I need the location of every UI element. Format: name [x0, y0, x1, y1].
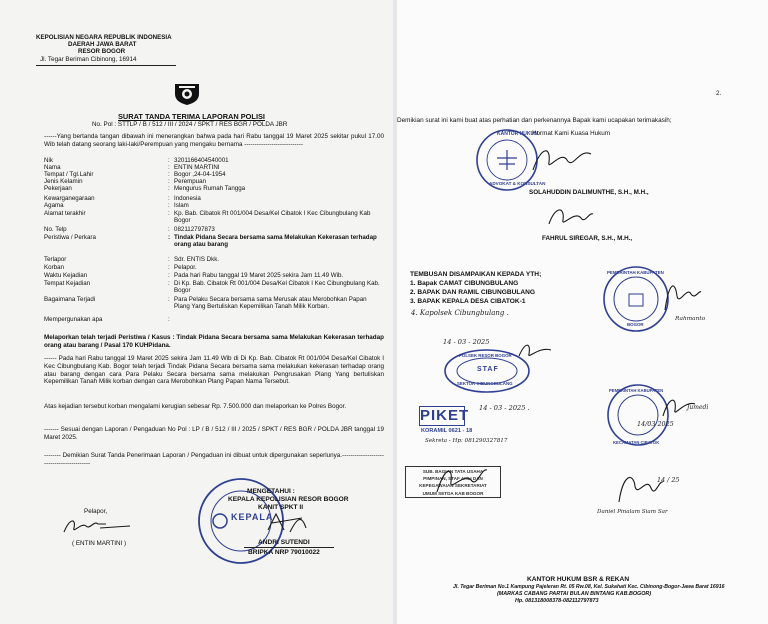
footer-address: Jl. Tegar Beriman No.1 Kampung Pajeleran Rt. 05 Rw.08, Kel. Sukahati Kec. Cibinong-Bogor-Jawa Barat 16916 — [453, 584, 725, 590]
hormat-label: Hormat Kami Kuasa Hukum — [532, 130, 611, 137]
kanit-name: ANDRI SUTENDI — [258, 539, 310, 546]
kecamatan-handwritten-date: 14/03 2025 — [637, 420, 674, 428]
kecamatan-stamp-bottom: KECAMATAN CIBATOK — [613, 440, 660, 445]
lawyer1-name: SOLAHUDDIN DALIMUNTHE, S.H., M.H., — [529, 189, 649, 196]
kecamatan-handwritten-name: Jumedi — [687, 404, 709, 411]
tembusan-item: 2. BAPAK DAN RAMIL CIBUNGBULANG — [410, 289, 536, 296]
pemkab-stamp-bottom: BOGOR — [627, 322, 644, 327]
kanit-title: KANIT SPKT II — [258, 504, 304, 511]
kapolres-title: KEPALA KEPOLISIAN RESOR BOGOR — [228, 496, 349, 503]
tembusan-handwritten: 4. Kapolsek Cibungbulang . — [411, 309, 509, 317]
box-line: KEPEGAWAIAN SEKRETARIAT — [419, 483, 487, 489]
staf-stamp-mid: STAF — [477, 366, 499, 373]
stamp-word: KEPALA — [231, 512, 274, 522]
police-emblem-icon — [172, 80, 202, 106]
report-ref-paragraph: ------- Sesuai dengan Laporan / Pengaduan No Pol : LP / B / 512 / III / 2025 / SPKT / RES BGR / POLDA JBR tanggal 19 Maret 2025. — [44, 426, 384, 441]
pelapor-signature-icon — [60, 514, 140, 538]
doc-number: No. Pol : STTLP / B / 512 / III / 2024 / SPKT / RES BGR / POLDA JBR — [92, 121, 288, 128]
pemkab-stamp-top: PEMERINTAH KABUPATEN — [607, 270, 664, 275]
lawyer2-name: FAHRUL SIREGAR, S.H., M.H., — [542, 235, 633, 242]
box-line: PIMPINAN, STAF AHLI DAN — [423, 476, 483, 482]
kop-line-1: KEPOLISIAN NEGARA REPUBLIK INDONESIA — [36, 34, 172, 41]
staf-stamp-bottom: SEKTOR CIBUNGBULANG — [457, 381, 513, 386]
closing-paragraph: -------- Demikian Surat Tanda Penerimaan Laporan / Pengaduan ini dibuat untuk dipergunakan seperlunya.------------------------------------------ — [44, 452, 384, 467]
kanit-name-rule — [244, 547, 334, 548]
footer-phone: Hp. 081318008378-082112797873 — [515, 598, 599, 604]
footer-branch: (MARKAS CABANG PARTAI BULAN BINTANG KAB.BOGOR) — [497, 591, 652, 597]
kecamatan-stamp-top: PEMERINTAH KABUPATEN — [609, 388, 664, 393]
staf-signature-icon — [515, 340, 555, 362]
tembusan-item: 3. BAPAK KEPALA DESA CIBATOK-1 — [410, 298, 526, 305]
box-line: UMUM SETDA KAB BOGOR — [422, 490, 484, 496]
loss-paragraph: Atas kejadian tersebut korban mengalami kerugian sebesar Rp. 7.500.000 dan melaporkan ke Polres Bogor. — [44, 403, 347, 410]
piket-stamp: PIKET — [420, 407, 470, 424]
closing-statement: Demikian surat ini kami buat atas perhatian dan perkenannya Bapak kami ucapakan terimakasih; — [397, 117, 672, 124]
pemkab-signature-icon — [657, 276, 703, 316]
daniel-signature-icon — [613, 468, 667, 508]
kop-line-3: RESOR BOGOR — [78, 48, 126, 55]
lawyer1-signature-icon — [527, 140, 597, 180]
page-number: 2. — [716, 90, 722, 97]
chronology-paragraph: ------ Pada hari Rabu tanggal 19 Maret 2025 sekira Jam 11.49 Wib di Di Kp. Bab. Cibatok Rt 001/004 Desa/Kel Cibatok I Kec Cibungbulang Kab. Bogor telah terjadi Tindak Pidana Secara bersama sama melakukan kekerasan terhadap orang atau barang dengan cara Para Pelaku Secara bersama sama melakukan Pengrusakan Plang Yang bertuliskan Kepemilikan Tanah Milik korban dengan cara Merobohkan Plang Papan Nama Tersebut. — [44, 355, 384, 386]
staf-stamp-top: POLSEK RESOR BOGOR — [459, 353, 512, 358]
doc-title: SURAT TANDA TERIMA LAPORAN POLISI — [118, 112, 265, 121]
kanit-signature-icon — [262, 510, 312, 536]
kop-rule — [36, 65, 176, 66]
intro-paragraph: ------Yang bertanda tangan dibawah ini menerangkan bahwa pada hari Rabu tanggal 19 Maret 2025 sekitar pukul 17.00 Wib telah datang seorang laki-laki/Perempuan yang mengaku bernama ---------------------------- — [44, 133, 384, 148]
pelapor-label: Pelapor, — [84, 508, 108, 515]
kop-address: Jl. Tegar Beriman Cibinong, 16914 — [40, 56, 137, 63]
koramil-stamp: KORAMIL 0621 - 18 — [421, 428, 473, 434]
lawyer2-signature-icon — [545, 202, 595, 230]
law-stamp-bottom: ADVOKAT & KONSULTAN — [489, 181, 546, 186]
mengetahui-label: MENGETAHUI : — [247, 488, 295, 495]
kanit-rank: BRIPKA NRP 79010022 — [248, 549, 320, 556]
daniel-handwritten-name: Daniel Pinalam Siam Sar — [597, 509, 668, 515]
sub-bagian-signature-icon — [431, 462, 491, 498]
tembusan-item: 1. Bapak CAMAT CIBUNGBULANG — [410, 280, 519, 287]
daniel-handwritten-date: 14 / 25 — [657, 476, 680, 484]
tembusan-title: TEMBUSAN DISAMPAIKAN KEPADA YTH; — [410, 271, 542, 278]
piket-handwritten-phone: Sekreta - Hp: 081290327817 — [425, 438, 508, 444]
box-line: SUB. BAGIAN TATA USAHA — [422, 469, 484, 474]
case-paragraph: Melaporkan telah terjadi Peristiwa / Kasus : Tindak Pidana Secara bersama sama Melakukan Kekerasan terhadap orang atau barang / Pasal 170 KUHPidana. — [44, 334, 384, 349]
kop-line-2: DAERAH JAWA BARAT — [68, 41, 137, 48]
police-report-page: KEPOLISIAN NEGARA REPUBLIK INDONESIA DAERAH JAWA BARAT RESOR BOGOR Jl. Tegar Beriman Cibinong, 16914 SURAT TANDA TERIMA LAPORAN POLISI No. Pol : STTLP / B / 512 / III / 2024 / SPKT / RES BGR / POLDA JBR ------Yang bertanda tangan dibawah ini menerangkan bahwa pada hari Rabu tanggal 19 Maret 2025 sekitar pukul 17.00 Wib telah datang seorang laki-laki/Perempuan yang mengaku bernama ---------------------------- Nik : 3201166404540001 Nama : ENTIN MARTINI Tempat / Tgl.Lahir : Bogor ,24-04-1954 Jenis Kelamin : Perempuan Pekerjaan : Mengurus Rumah Tangga Kewarganegaraan : Indonesia Agama : Islam Alamat terakhir : Kp. Bab. Cibatok Rt 001/004 Desa/Kel Cibatok I Kec Cibungbulang Kab Bogor No. Telp : 082112797873 Peristiwa / Perkara : Tindak Pidana Secara bersama sama Melakukan Kekerasan terhadap orang atau barang Terlapor : Sdr. ENTIS Dkk. Korban : Pelapor. Waktu Kejadian : Pada hari Rabu tanggal 19 Maret 2025 sekira Jam 11.49 Wib. Tempat Kejadian : Di Kp. Bab. Cibatok Rt 001/004 Desa/Kel Cibatok I Kec Cibungbulang Kab. Bogor Bagaimana Terjadi : Para Pelaku Secara bersama sama Merusak atau Merobohkan Papan Plang Yang Bertuliskan Kepemilikan Tanah Milik Korban. Mempergunakan apa : Melaporkan telah terjadi Peristiwa / Kasus : Tindak Pidana Secara bersama sama Melakukan Kekerasan terhadap orang atau barang / Pasal 170 KUHPidana. ------ Pada hari Rabu tanggal 19 Maret 2025 sekira Jam 11.49 Wib di Di Kp. Bab. Cibatok Rt 001/004 Desa/Kel Cibatok I Kec Cibungbulang Kab. Bogor telah terjadi Tindak Pidana Secara bersama sama melakukan kekerasan terhadap orang atau barang dengan cara Para Pelaku Secara bersama sama melakukan Pengrusakan Plang Yang bertuliskan Kepemilikan Tanah Milik korban dengan cara Merobohkan Plang Papan Nama Tersebut. Atas kejadian tersebut korban mengalami kerugian sebesar Rp. 7.500.000 dan melaporkan ke Polres Bogor. ------- Sesuai dengan Laporan / Pengaduan No Pol : LP / B / 512 / III / 2025 / SPKT / RES BGR / POLDA JBR tanggal 19 Maret 2025. -------- Demikian Surat Tanda Penerimaan Laporan / Pengaduan ini dibuat untuk dipergunakan seperlunya.------------------------------------------ Pelapor, ( ENTIN MARTINI ) KEPALA MENGETAHUI : KEPALA KEPOLISIAN RESOR BOGOR KANIT SPKT II ANDRI SUTENDI BRIPKA NRP 79010022 — [0, 0, 393, 624]
pelapor-name: ( ENTIN MARTINI ) — [72, 540, 127, 547]
footer-office-name: KANTOR HUKUM BSR & REKAN — [527, 576, 630, 583]
pemkab-handwritten-name: Rahmanto — [675, 316, 706, 322]
lawyer-letter-page — [397, 0, 768, 624]
staf-handwritten-date: 14 - 03 - 2025 — [443, 338, 490, 346]
piket-handwritten-date: 14 - 03 - 2025 . — [479, 404, 530, 412]
law-stamp-top: KANTOR HUKUM — [497, 131, 539, 137]
